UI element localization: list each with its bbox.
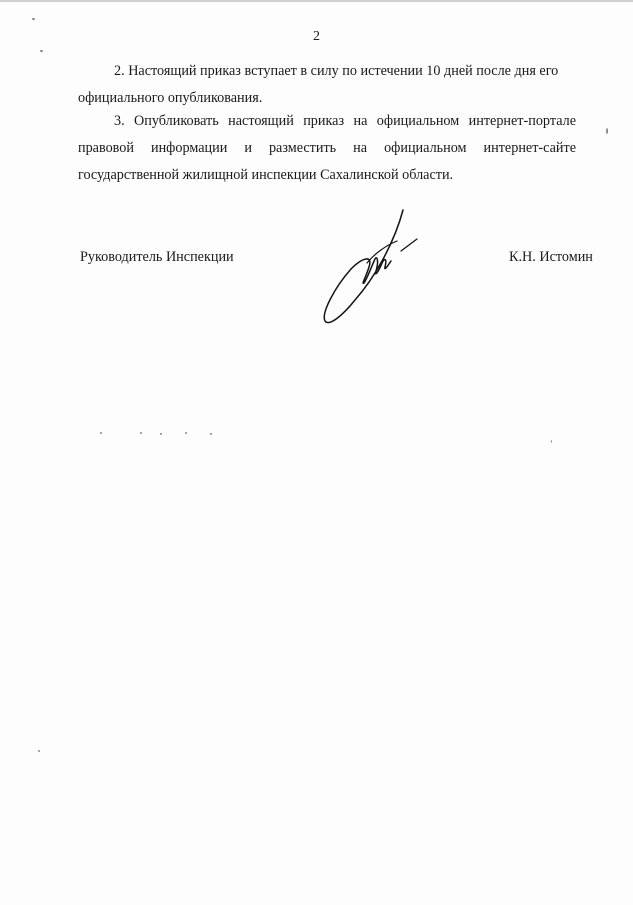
scan-speck [32,18,35,20]
paragraph-effective-date: 2. Настоящий приказ вступает в силу по истечении 10 дней после дня его официального опубликования. [78,63,559,106]
paragraph-publication: 3. Опубликовать настоящий приказ на официальном интернет-портале правовой информации и разместить на официальном интернет-сайте государственной жилищной инспекции Сахалинской области. [78,113,576,183]
scan-speck [210,433,212,435]
scan-speck [185,432,187,434]
scan-speck [140,432,142,434]
handwritten-signature [315,205,435,330]
page-number: 2 [313,29,320,44]
signatory-title: Руководитель Инспекции [80,249,234,265]
scan-speck [38,750,40,752]
scan-speck [551,440,552,443]
scan-speck [160,433,162,435]
scan-speck [606,128,608,134]
signatory-name: К.Н. Истомин [509,249,593,265]
scan-speck [40,50,43,52]
page-top-edge [0,0,633,2]
scan-speck [100,432,102,434]
